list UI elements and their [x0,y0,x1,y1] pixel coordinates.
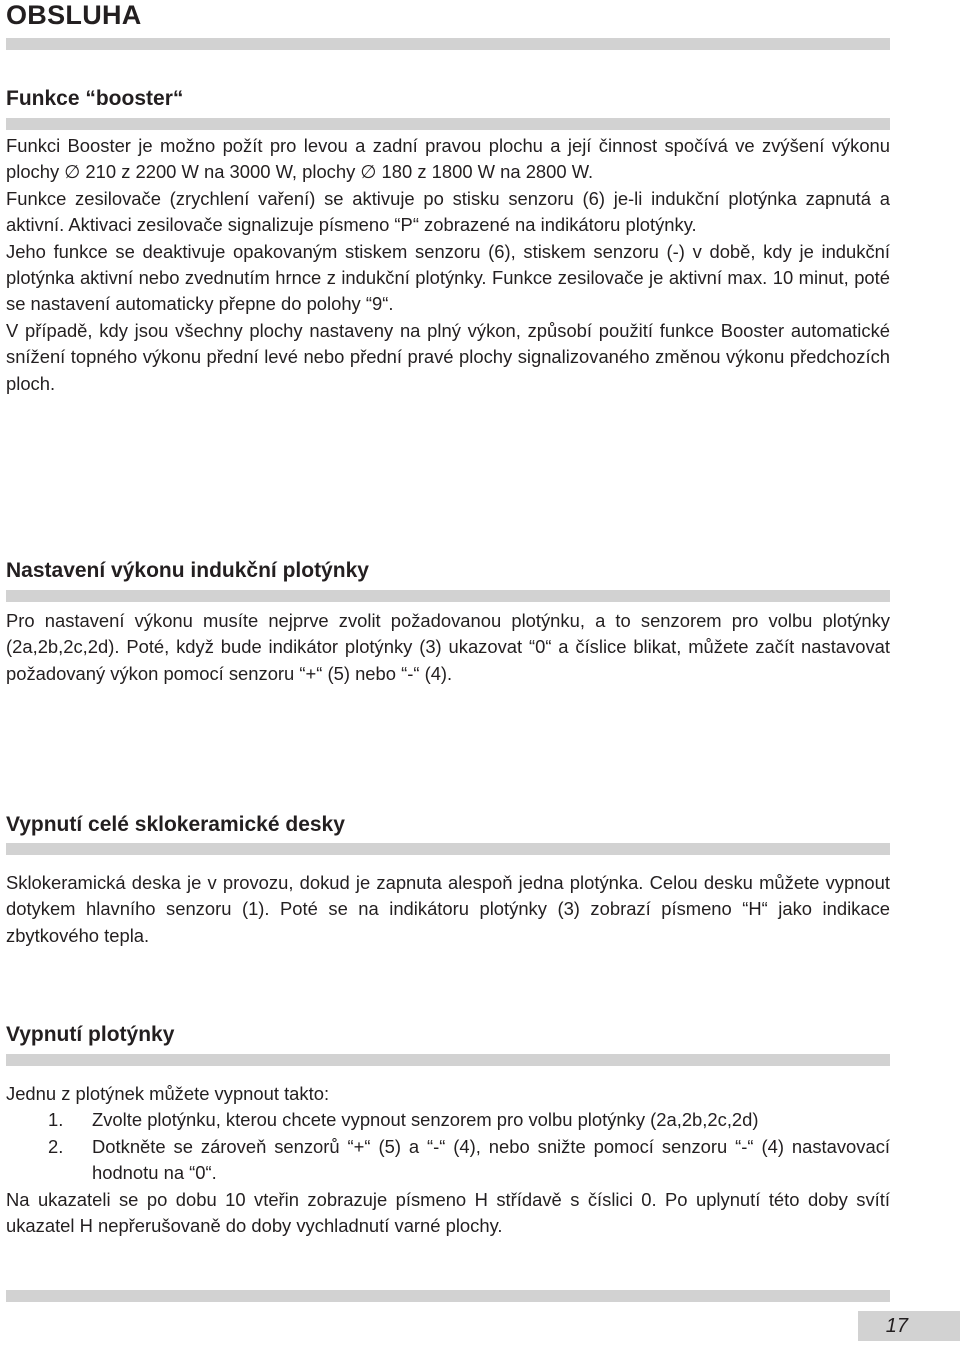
section-body-zone-off [6,1081,890,1239]
section-body-hob-off [6,870,890,949]
section-divider [6,118,890,130]
list-text: Dotkněte se zároveň senzorů “+“ (5) a “-“ (4), nebo snižte pomocí senzoru “-“ (4) nastavovací hodnotu na “0“. [92,1135,890,1184]
list-text: Zvolte plotýnku, kterou chcete vypnout senzorem pro volbu plotýnky (2a,2b,2c,2d) [92,1109,759,1131]
section-body-power-setting [6,608,890,687]
paragraph: V případě, kdy jsou všechny plochy nastaveny na plný výkon, způsobí použití funkce Booster automatické snížení topného výkonu přední levé nebo přední pravé plochy signalizovaného změnou výkonu předchozích ploch. [6,319,890,394]
paragraph: Jeho funkce se deaktivuje opakovaným stiskem senzoru (6), stiskem senzoru (-) v době, kdy je indukční plotýnka aktivní nebo zvednutím hrnce z indukční plotýnky. Funkce zesilovače je aktivní max. 10 minut, poté se nastavení automaticky přepne do polohy “9“. [6,240,890,315]
section-heading-hob-off: Vypnutí celé sklokeramické desky [6,813,345,836]
page-title: OBSLUHA [6,0,142,30]
paragraph-outro: Na ukazateli se po dobu 10 vteřin zobrazuje písmeno H střídavě s číslici 0. Po uplynutí této doby svítí ukazatel H nepřerušovaně do doby vychladnutí varné plochy. [6,1188,890,1237]
title-divider [6,38,890,50]
list-item [6,1134,890,1187]
section-body-booster [6,133,890,397]
paragraph: Sklokeramická deska je v provozu, dokud je zapnuta alespoň jedna plotýnka. Celou desku můžete vypnout dotykem hlavního senzoru (1). Poté se na indikátoru plotýnky (3) zobrazí písmeno “H“ jako indikace zbytkového tepla. [6,872,890,946]
section-divider [6,843,890,855]
section-heading-booster: Funkce “booster“ [6,87,184,110]
steps-list [6,1107,890,1186]
paragraph-intro: Jednu z plotýnek můžete vypnout takto: [6,1083,330,1104]
paragraph: Funkce zesilovače (zrychlení vaření) se aktivuje po stisku senzoru (6) je-li indukční plotýnka zapnutá a aktivní. Aktivaci zesilovače signalizuje písmeno “P“ zobrazené na indikátoru plotýnky. [6,187,890,236]
page-number: 17 [885,1315,908,1337]
footer-divider [6,1290,890,1302]
list-item [6,1107,890,1133]
list-number: 1. [48,1109,64,1131]
section-divider [6,1054,890,1066]
list-number: 2. [48,1135,64,1157]
section-heading-power-setting: Nastavení výkonu indukční plotýnky [6,559,369,582]
section-heading-zone-off: Vypnutí plotýnky [6,1023,175,1046]
paragraph: Funkci Booster je možno požít pro levou a zadní pravou plochu a její činnost spočívá ve zvýšení výkonu plochy ∅ 210 z 2200 W na 3000 W, plochy ∅ 180 z 1800 W na 2800 W. [6,135,890,183]
page-number-box [858,1311,960,1341]
section-divider [6,590,890,602]
paragraph: Pro nastavení výkonu musíte nejprve zvolit požadovanou plotýnku, a to senzorem pro volbu plotýnky (2a,2b,2c,2d). Poté, když bude indikátor plotýnky (3) ukazovat “0“ a číslice blikat, můžete začít nastavovat požadovaný výkon pomocí senzoru “+“ (5) nebo “-“ (4). [6,610,890,684]
